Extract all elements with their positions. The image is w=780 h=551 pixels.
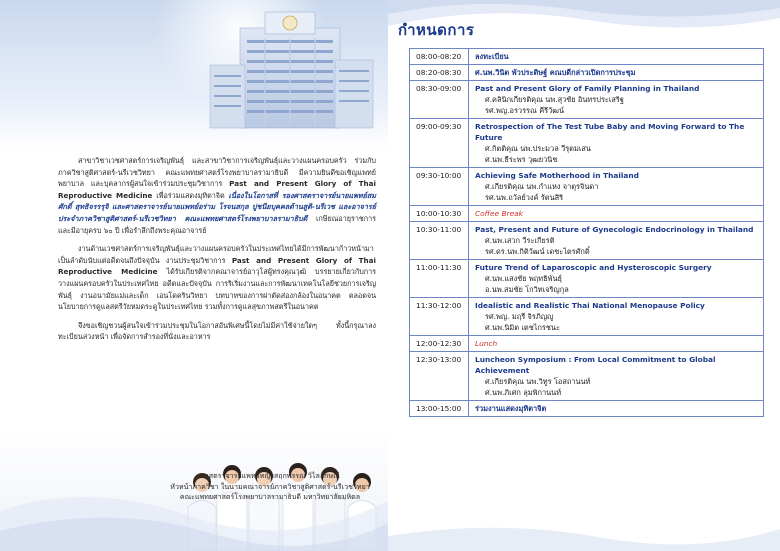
speaker-name: ศ.นพ.เสวก วีระเกียรติ — [485, 236, 555, 245]
speaker-name: ศ.เกียรติคุณ นพ.กำแหง จาตุรจินดา — [485, 182, 599, 191]
speaker-name: รศ.ดร.นพ.กิติวัฒน์ เดชะไตรศักดิ์ — [485, 247, 590, 256]
schedule-time: 13:00-15:00 — [410, 401, 469, 417]
session-title: Idealistic and Realistic Thai National Menopause Policy — [475, 301, 705, 310]
schedule-table — [409, 48, 764, 417]
signature-name: ศาสตราจารย์แพทย์หญิงสฤกพรรณ วิไลลักษณ์ — [200, 471, 340, 480]
paragraph-2-intro: งานด้านเวชศาสตร์การเจริญพันธุ์และวางแผนครอบครัวในประเทศไทยได้มีการพัฒนาก้าวหน้ามาเป็นลำดับนับแต่อดีตจนถึงปัจจุบัน งานประชุมวิชาการ — [58, 244, 374, 265]
speaker-name: ศ.นพ.แสงชัย พฤทธิพันธุ์ — [485, 274, 563, 283]
speaker-name: อ.นพ.สมชัย โกวิทเจริญกุล — [485, 285, 569, 294]
speaker-name: รศ.นพ.ถวัลย์วงค์ รัตนสิริ — [485, 193, 564, 202]
decorative-wave-left — [0, 441, 388, 551]
session-title: ร่วมงานแสดงมุทิตาจิต — [475, 404, 547, 413]
speaker-name: รศ.พญ.อรวรรณ คีรีวัฒน์ — [485, 106, 565, 115]
left-page — [0, 0, 388, 551]
conference-name: Past and Present Glory of Thai Reproductive Medicine — [58, 255, 376, 277]
break-label: Lunch — [475, 339, 498, 348]
schedule-topic — [469, 81, 764, 119]
honorees-text: เนื่องในโอกาสที่ รองศาสตราจารย์นายแพทย์สมศักดิ์ สุทธิจรรรุจิ และศาสตราจารย์นายแพทย์อร่าม โรจนสกุล ปูชนียบุคคลด้านสูติ-นรีเวช และอาจารย์ประจำภาควิชาสูติศาสตร์-นรีเวชวิทยา คณะแพทยศาสตร์โรงพยาบาลรามาธิบดี — [58, 190, 376, 223]
invitation-paragraph-1 — [58, 155, 376, 236]
schedule-topic — [469, 260, 764, 298]
hospital-building-image — [205, 10, 375, 130]
schedule-row — [410, 336, 764, 352]
schedule-time: 08:00-08:20 — [410, 49, 469, 65]
right-page — [388, 0, 780, 551]
schedule-row — [410, 222, 764, 260]
speaker-name: ศ.กิตติคุณ นพ.ประมวล วีรุตมเสน — [485, 144, 591, 153]
session-title: ลงทะเบียน — [475, 52, 509, 61]
schedule-row — [410, 65, 764, 81]
invitation-paragraph-3: จึงขอเชิญชวนผู้สนใจเข้าร่วมประชุมในโอกาสอันพิเศษนี้โดยไม่มีค่าใช้จ่ายใดๆ ทั้งนี้กรุณาลงทะเบียนล่วงหน้า เพื่อจัดการสำรองที่นั่งและอาหาร — [58, 320, 376, 342]
session-title: Future Trend of Laparoscopic and Hysteroscopic Surgery — [475, 263, 712, 272]
paragraph-1-mid: เพื่อร่วมแสดงมุทิตาจิต — [156, 190, 225, 200]
schedule-row — [410, 168, 764, 206]
paragraph-1-intro: สาขาวิชาเวชศาสตร์การเจริญพันธุ์ และสาขาวิชาการเจริญพันธุ์และวางแผนครอบครัว ร่วมกับภาควิชาสูติศาสตร์-นรีเวชวิทยา คณะแพทยศาสตร์โรงพยาบาลรามาธิบดี มีความยินดีขอเชิญแพทย์ พยาบาล และบุคลากรผู้สนใจเข้าร่วมประชุมวิชาการ — [58, 156, 376, 189]
schedule-row — [410, 49, 764, 65]
schedule-row — [410, 401, 764, 417]
schedule-topic — [469, 65, 764, 81]
schedule-row — [410, 206, 764, 222]
speaker-name: ศ.นพ.ภิเศก ลุมพิกานนท์ — [485, 388, 562, 397]
session-title: Achieving Safe Motherhood in Thailand — [475, 171, 639, 180]
schedule-time: 09:00-09:30 — [410, 119, 469, 168]
session-title: Past, Present and Future of Gynecologic Endocrinology in Thailand — [475, 225, 754, 234]
signature-position: หัวหน้าภาควิชา ในนามคณาจารย์ภาควิชาสูติศาสตร์-นรีเวชวิทยา — [170, 481, 370, 491]
schedule-topic — [469, 49, 764, 65]
schedule-time: 08:30-09:00 — [410, 81, 469, 119]
speaker-name: ศ.นพ.ธีระพร วุฒยวนิช — [485, 155, 558, 164]
invitation-text — [58, 155, 376, 350]
session-title: Retrospection of The Test Tube Baby and Moving Forward to The Future — [475, 122, 745, 142]
schedule-topic — [469, 222, 764, 260]
session-title: ศ.นพ.วินิต พัวประดิษฐ์ คณบดีกล่าวเปิดการประชุม — [475, 68, 636, 77]
schedule-heading: กำหนดการ — [398, 21, 475, 39]
decorative-wave-bottom — [388, 501, 780, 551]
schedule-topic — [469, 168, 764, 206]
schedule-topic — [469, 119, 764, 168]
schedule-body — [410, 49, 764, 417]
schedule-topic — [469, 206, 764, 222]
paragraph-1-end: เกษียณอายุราชการและมีอายุครบ ๖๐ ปี เพื่อรำลึกถึงพระคุณอาจารย์ — [58, 213, 376, 235]
conference-name: Past and Present Glory of Thai Reproductive Medicine — [58, 179, 376, 200]
speaker-name: ศ.คลินิกเกียรติคุณ นพ.สุวชัย อินทรประเสริฐ — [485, 95, 624, 104]
schedule-topic — [469, 352, 764, 401]
session-title: Luncheon Symposium : From Local Commitment to Global Achievement — [475, 355, 716, 375]
signature-institution: คณะแพทยศาสตร์โรงพยาบาลรามาธิบดี มหาวิทยาลัยมหิดล — [179, 492, 361, 501]
schedule-row — [410, 352, 764, 401]
invitation-paragraph-2 — [58, 243, 376, 313]
speaker-name: ศ.นพ.นิมิต เตชไกรชนะ — [485, 323, 560, 332]
session-title: Past and Present Glory of Family Planning in Thailand — [475, 84, 700, 93]
schedule-topic — [469, 298, 764, 336]
speaker-name: ศ.เกียรติคุณ นพ.วิทูร โอสถานนท์ — [485, 377, 591, 386]
speaker-name: รศ.พญ. มฤรี จิรภิญญู — [485, 312, 554, 321]
paragraph-2-rest: ได้รับเกียรติจากคณาจารย์อาวุโสผู้ทรงคุณวุฒิ บรรยายเกี่ยวกับการวางแผนครอบครัวในประเทศไทย อดีตและปัจจุบัน การริเริ่มงานและการพัฒนาเทคโนโลยีช่วยการเจริญพันธุ์ งานอนามัยแม่และเด็ก เอนโดครินวิทยา บทบาทของการผ่าตัดส่องกล้องในอนาคต ตลอดจนนโยบายการดูแลสตรีวัยหมดระดูในประเทศไทย รวมทั้งการดูแลสุขภาพสตรีในอนาคต — [58, 267, 377, 312]
break-label: Coffee Break — [475, 209, 523, 218]
schedule-row — [410, 260, 764, 298]
schedule-time: 10:00-10:30 — [410, 206, 469, 222]
schedule-time: 12:00-12:30 — [410, 336, 469, 352]
schedule-time: 10:30-11:00 — [410, 222, 469, 260]
schedule-time: 08:20-08:30 — [410, 65, 469, 81]
schedule-time: 11:30-12:00 — [410, 298, 469, 336]
schedule-topic — [469, 401, 764, 417]
schedule-topic — [469, 336, 764, 352]
schedule-row — [410, 119, 764, 168]
hospital-photo-background — [0, 0, 388, 150]
schedule-time: 12:30-13:00 — [410, 352, 469, 401]
schedule-time: 09:30-10:00 — [410, 168, 469, 206]
schedule-time: 11:00-11:30 — [410, 260, 469, 298]
schedule-row — [410, 298, 764, 336]
schedule-row — [410, 81, 764, 119]
